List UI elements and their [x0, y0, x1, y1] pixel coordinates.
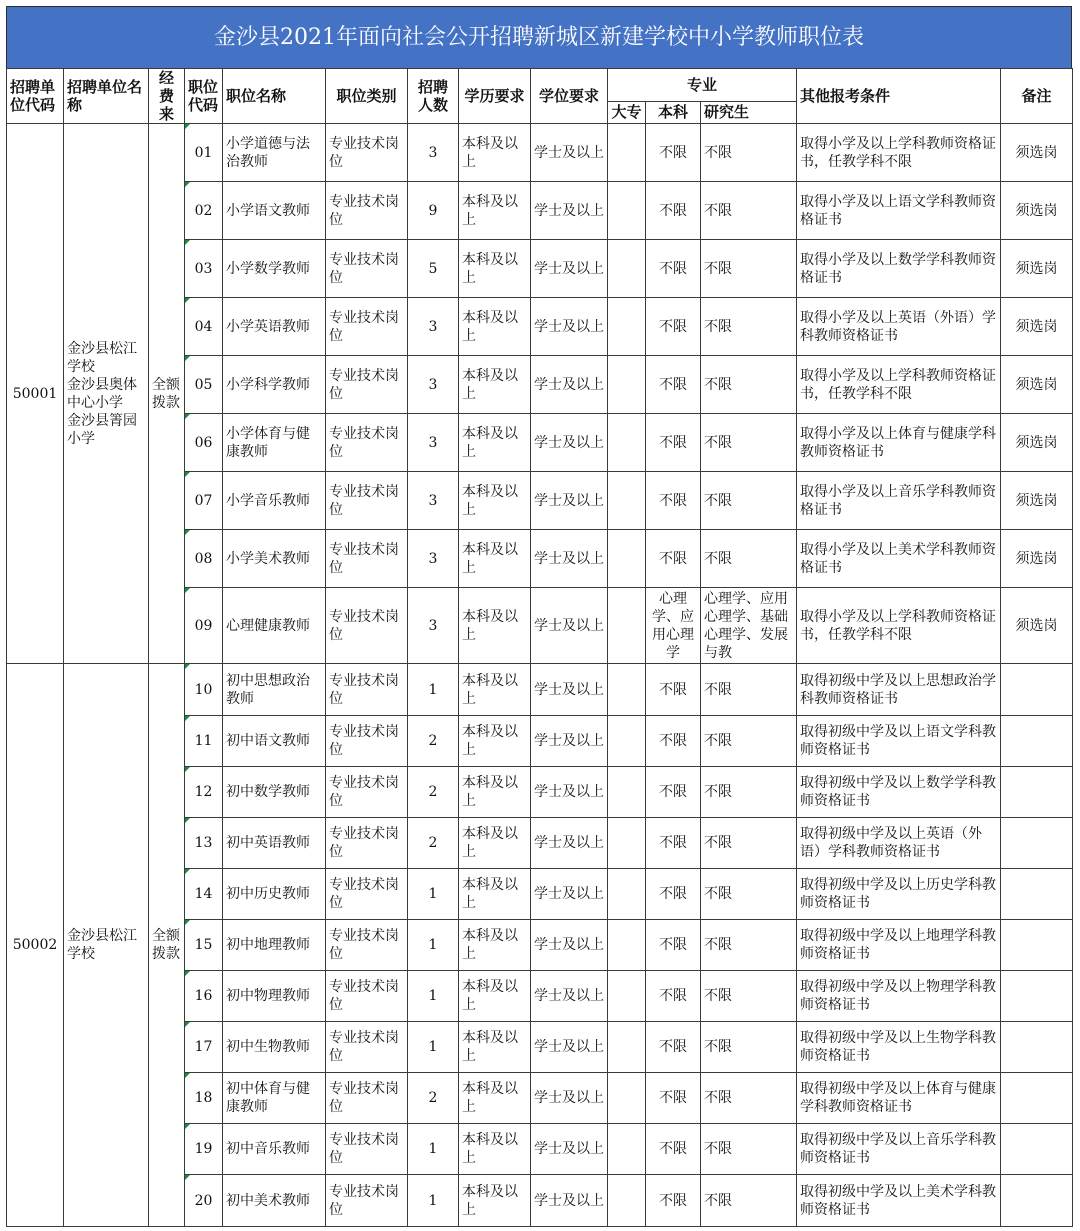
remark-cell: 须选岗	[1001, 588, 1073, 664]
job-name-cell: 小学体育与健康教师	[223, 414, 326, 472]
major-bachelor-cell: 不限	[646, 869, 701, 920]
header-remark: 备注	[1001, 69, 1073, 124]
major-college-cell	[608, 920, 646, 971]
major-graduate-cell: 不限	[701, 414, 797, 472]
major-college-cell	[608, 818, 646, 869]
major-graduate-cell: 不限	[701, 818, 797, 869]
major-bachelor-cell: 不限	[646, 818, 701, 869]
other-conditions-cell: 取得小学及以上学科教师资格证书，任教学科不限	[797, 356, 1001, 414]
major-bachelor-cell: 不限	[646, 298, 701, 356]
job-name-cell: 小学美术教师	[223, 530, 326, 588]
major-college-cell	[608, 1022, 646, 1073]
job-code-cell: 04	[185, 298, 223, 356]
remark-cell: 须选岗	[1001, 530, 1073, 588]
job-type-cell: 专业技术岗位	[326, 414, 408, 472]
count-cell: 1	[408, 1124, 459, 1175]
job-type-cell: 专业技术岗位	[326, 716, 408, 767]
table-body	[7, 124, 1073, 1227]
major-graduate-cell: 不限	[701, 472, 797, 530]
other-conditions-cell: 取得小学及以上数学学科教师资格证书	[797, 240, 1001, 298]
major-college-cell	[608, 664, 646, 716]
other-conditions-cell: 取得小学及以上音乐学科教师资格证书	[797, 472, 1001, 530]
other-conditions-cell: 取得初级中学及以上体育与健康学科教师资格证书	[797, 1073, 1001, 1124]
major-bachelor-cell: 不限	[646, 240, 701, 298]
job-code-cell: 06	[185, 414, 223, 472]
degree-cell: 学士及以上	[531, 530, 608, 588]
degree-cell: 学士及以上	[531, 240, 608, 298]
degree-cell: 学士及以上	[531, 1073, 608, 1124]
header-funding: 经费来	[149, 69, 185, 124]
remark-cell	[1001, 1175, 1073, 1227]
job-name-cell: 初中体育与健康教师	[223, 1073, 326, 1124]
count-cell: 2	[408, 716, 459, 767]
job-name-cell: 小学道德与法治教师	[223, 124, 326, 182]
job-type-cell: 专业技术岗位	[326, 818, 408, 869]
job-name-cell: 初中生物教师	[223, 1022, 326, 1073]
other-conditions-cell: 取得初级中学及以上语文学科教师资格证书	[797, 716, 1001, 767]
degree-cell: 学士及以上	[531, 767, 608, 818]
count-cell: 3	[408, 588, 459, 664]
education-cell: 本科及以上	[459, 182, 531, 240]
header-major-graduate: 研究生	[701, 101, 797, 123]
education-cell: 本科及以上	[459, 767, 531, 818]
remark-cell	[1001, 818, 1073, 869]
header-job-type: 职位类别	[326, 69, 408, 124]
major-college-cell	[608, 240, 646, 298]
major-graduate-cell: 不限	[701, 716, 797, 767]
job-code-cell: 10	[185, 664, 223, 716]
page-title: 金沙县2021年面向社会公开招聘新城区新建学校中小学教师职位表	[6, 6, 1072, 68]
job-code-cell: 07	[185, 472, 223, 530]
remark-cell	[1001, 1124, 1073, 1175]
education-cell: 本科及以上	[459, 869, 531, 920]
education-cell: 本科及以上	[459, 971, 531, 1022]
job-type-cell: 专业技术岗位	[326, 356, 408, 414]
funding-cell: 全额拨款	[149, 124, 185, 664]
other-conditions-cell: 取得初级中学及以上地理学科教师资格证书	[797, 920, 1001, 971]
other-conditions-cell: 取得初级中学及以上英语（外语）学科教师资格证书	[797, 818, 1001, 869]
count-cell: 3	[408, 472, 459, 530]
major-graduate-cell: 不限	[701, 767, 797, 818]
table-row	[7, 664, 1073, 716]
job-name-cell: 初中历史教师	[223, 869, 326, 920]
degree-cell: 学士及以上	[531, 588, 608, 664]
major-bachelor-cell: 不限	[646, 767, 701, 818]
job-name-cell: 初中思想政治教师	[223, 664, 326, 716]
count-cell: 3	[408, 414, 459, 472]
major-bachelor-cell: 不限	[646, 182, 701, 240]
header-major-bachelor: 本科	[646, 101, 701, 123]
major-graduate-cell: 不限	[701, 1175, 797, 1227]
other-conditions-cell: 取得小学及以上学科教师资格证书，任教学科不限	[797, 124, 1001, 182]
remark-cell: 须选岗	[1001, 124, 1073, 182]
degree-cell: 学士及以上	[531, 356, 608, 414]
major-college-cell	[608, 588, 646, 664]
major-graduate-cell: 不限	[701, 240, 797, 298]
education-cell: 本科及以上	[459, 1175, 531, 1227]
unit-name-cell: 金沙县松江学校	[64, 664, 149, 1227]
degree-cell: 学士及以上	[531, 971, 608, 1022]
education-cell: 本科及以上	[459, 356, 531, 414]
other-conditions-cell: 取得初级中学及以上思想政治学科教师资格证书	[797, 664, 1001, 716]
major-bachelor-cell: 不限	[646, 414, 701, 472]
unit-name-cell: 金沙县松江学校 金沙县奥体中心小学 金沙县箐园小学	[64, 124, 149, 664]
job-name-cell: 初中地理教师	[223, 920, 326, 971]
major-graduate-cell: 不限	[701, 298, 797, 356]
job-type-cell: 专业技术岗位	[326, 1073, 408, 1124]
job-code-cell: 09	[185, 588, 223, 664]
count-cell: 9	[408, 182, 459, 240]
major-graduate-cell: 不限	[701, 1022, 797, 1073]
job-table	[6, 68, 1073, 1227]
job-code-cell: 18	[185, 1073, 223, 1124]
count-cell: 3	[408, 356, 459, 414]
remark-cell	[1001, 1022, 1073, 1073]
job-type-cell: 专业技术岗位	[326, 472, 408, 530]
major-college-cell	[608, 182, 646, 240]
degree-cell: 学士及以上	[531, 1175, 608, 1227]
major-college-cell	[608, 1175, 646, 1227]
job-code-cell: 13	[185, 818, 223, 869]
job-type-cell: 专业技术岗位	[326, 664, 408, 716]
degree-cell: 学士及以上	[531, 1022, 608, 1073]
major-bachelor-cell: 不限	[646, 1124, 701, 1175]
job-code-cell: 16	[185, 971, 223, 1022]
job-type-cell: 专业技术岗位	[326, 920, 408, 971]
major-bachelor-cell: 不限	[646, 124, 701, 182]
count-cell: 1	[408, 1175, 459, 1227]
other-conditions-cell: 取得初级中学及以上音乐学科教师资格证书	[797, 1124, 1001, 1175]
job-table-container	[6, 6, 1072, 1227]
education-cell: 本科及以上	[459, 716, 531, 767]
job-type-cell: 专业技术岗位	[326, 971, 408, 1022]
job-code-cell: 01	[185, 124, 223, 182]
job-code-cell: 14	[185, 869, 223, 920]
header-job-code: 职位代码	[185, 69, 223, 124]
degree-cell: 学士及以上	[531, 716, 608, 767]
job-code-cell: 03	[185, 240, 223, 298]
major-bachelor-cell: 不限	[646, 530, 701, 588]
major-college-cell	[608, 472, 646, 530]
job-code-cell: 12	[185, 767, 223, 818]
job-type-cell: 专业技术岗位	[326, 298, 408, 356]
major-bachelor-cell: 不限	[646, 716, 701, 767]
job-name-cell: 小学数学教师	[223, 240, 326, 298]
major-college-cell	[608, 767, 646, 818]
major-college-cell	[608, 124, 646, 182]
major-bachelor-cell: 不限	[646, 1022, 701, 1073]
degree-cell: 学士及以上	[531, 298, 608, 356]
job-type-cell: 专业技术岗位	[326, 240, 408, 298]
count-cell: 1	[408, 920, 459, 971]
count-cell: 1	[408, 869, 459, 920]
job-name-cell: 小学音乐教师	[223, 472, 326, 530]
education-cell: 本科及以上	[459, 414, 531, 472]
job-type-cell: 专业技术岗位	[326, 530, 408, 588]
job-type-cell: 专业技术岗位	[326, 869, 408, 920]
other-conditions-cell: 取得初级中学及以上历史学科教师资格证书	[797, 869, 1001, 920]
major-bachelor-cell: 不限	[646, 920, 701, 971]
major-college-cell	[608, 1073, 646, 1124]
job-code-cell: 19	[185, 1124, 223, 1175]
job-name-cell: 初中音乐教师	[223, 1124, 326, 1175]
major-graduate-cell: 不限	[701, 869, 797, 920]
other-conditions-cell: 取得初级中学及以上物理学科教师资格证书	[797, 971, 1001, 1022]
count-cell: 2	[408, 1073, 459, 1124]
job-code-cell: 11	[185, 716, 223, 767]
remark-cell	[1001, 716, 1073, 767]
remark-cell: 须选岗	[1001, 182, 1073, 240]
other-conditions-cell: 取得初级中学及以上数学学科教师资格证书	[797, 767, 1001, 818]
job-name-cell: 初中语文教师	[223, 716, 326, 767]
education-cell: 本科及以上	[459, 472, 531, 530]
degree-cell: 学士及以上	[531, 818, 608, 869]
count-cell: 3	[408, 530, 459, 588]
education-cell: 本科及以上	[459, 124, 531, 182]
major-college-cell	[608, 1124, 646, 1175]
education-cell: 本科及以上	[459, 818, 531, 869]
header-job-name: 职位名称	[223, 69, 326, 124]
remark-cell	[1001, 920, 1073, 971]
table-header	[7, 69, 1073, 124]
education-cell: 本科及以上	[459, 240, 531, 298]
job-code-cell: 08	[185, 530, 223, 588]
header-count: 招聘人数	[408, 69, 459, 124]
job-name-cell: 初中美术教师	[223, 1175, 326, 1227]
education-cell: 本科及以上	[459, 588, 531, 664]
remark-cell: 须选岗	[1001, 240, 1073, 298]
education-cell: 本科及以上	[459, 920, 531, 971]
major-bachelor-cell: 心理学、应用心理学	[646, 588, 701, 664]
major-bachelor-cell: 不限	[646, 472, 701, 530]
job-type-cell: 专业技术岗位	[326, 1022, 408, 1073]
job-type-cell: 专业技术岗位	[326, 1124, 408, 1175]
job-name-cell: 小学英语教师	[223, 298, 326, 356]
major-college-cell	[608, 869, 646, 920]
education-cell: 本科及以上	[459, 1073, 531, 1124]
job-type-cell: 专业技术岗位	[326, 1175, 408, 1227]
job-code-cell: 02	[185, 182, 223, 240]
job-type-cell: 专业技术岗位	[326, 182, 408, 240]
degree-cell: 学士及以上	[531, 664, 608, 716]
count-cell: 3	[408, 124, 459, 182]
header-unit-name: 招聘单位名称	[64, 69, 149, 124]
count-cell: 2	[408, 767, 459, 818]
education-cell: 本科及以上	[459, 664, 531, 716]
major-college-cell	[608, 356, 646, 414]
remark-cell	[1001, 664, 1073, 716]
degree-cell: 学士及以上	[531, 472, 608, 530]
remark-cell: 须选岗	[1001, 356, 1073, 414]
education-cell: 本科及以上	[459, 530, 531, 588]
remark-cell	[1001, 869, 1073, 920]
major-college-cell	[608, 971, 646, 1022]
job-type-cell: 专业技术岗位	[326, 124, 408, 182]
count-cell: 2	[408, 818, 459, 869]
job-name-cell: 小学语文教师	[223, 182, 326, 240]
header-unit-code: 招聘单位代码	[7, 69, 64, 124]
table-row	[7, 124, 1073, 182]
major-graduate-cell: 不限	[701, 356, 797, 414]
major-graduate-cell: 不限	[701, 971, 797, 1022]
header-degree: 学位要求	[531, 69, 608, 124]
count-cell: 3	[408, 298, 459, 356]
major-college-cell	[608, 414, 646, 472]
major-bachelor-cell: 不限	[646, 1175, 701, 1227]
job-code-cell: 17	[185, 1022, 223, 1073]
major-college-cell	[608, 530, 646, 588]
major-graduate-cell: 不限	[701, 124, 797, 182]
job-code-cell: 15	[185, 920, 223, 971]
degree-cell: 学士及以上	[531, 414, 608, 472]
job-name-cell: 初中英语教师	[223, 818, 326, 869]
unit-code-cell: 50001	[7, 124, 64, 664]
degree-cell: 学士及以上	[531, 920, 608, 971]
major-graduate-cell: 不限	[701, 1073, 797, 1124]
count-cell: 1	[408, 1022, 459, 1073]
remark-cell: 须选岗	[1001, 414, 1073, 472]
other-conditions-cell: 取得小学及以上美术学科教师资格证书	[797, 530, 1001, 588]
other-conditions-cell: 取得小学及以上英语（外语）学科教师资格证书	[797, 298, 1001, 356]
funding-cell: 全额拨款	[149, 664, 185, 1227]
major-college-cell	[608, 716, 646, 767]
job-name-cell: 初中物理教师	[223, 971, 326, 1022]
other-conditions-cell: 取得小学及以上体育与健康学科教师资格证书	[797, 414, 1001, 472]
job-code-cell: 05	[185, 356, 223, 414]
header-major-college: 大专	[608, 101, 646, 123]
remark-cell	[1001, 971, 1073, 1022]
count-cell: 1	[408, 971, 459, 1022]
major-graduate-cell: 不限	[701, 1124, 797, 1175]
count-cell: 1	[408, 664, 459, 716]
job-type-cell: 专业技术岗位	[326, 767, 408, 818]
major-bachelor-cell: 不限	[646, 664, 701, 716]
other-conditions-cell: 取得初级中学及以上生物学科教师资格证书	[797, 1022, 1001, 1073]
major-bachelor-cell: 不限	[646, 1073, 701, 1124]
major-graduate-cell: 不限	[701, 182, 797, 240]
major-bachelor-cell: 不限	[646, 971, 701, 1022]
header-major: 专业	[608, 69, 797, 102]
major-college-cell	[608, 298, 646, 356]
remark-cell	[1001, 767, 1073, 818]
job-name-cell: 初中数学教师	[223, 767, 326, 818]
job-name-cell: 心理健康教师	[223, 588, 326, 664]
other-conditions-cell: 取得小学及以上学科教师资格证书，任教学科不限	[797, 588, 1001, 664]
major-bachelor-cell: 不限	[646, 356, 701, 414]
remark-cell	[1001, 1073, 1073, 1124]
degree-cell: 学士及以上	[531, 182, 608, 240]
education-cell: 本科及以上	[459, 1124, 531, 1175]
other-conditions-cell: 取得初级中学及以上美术学科教师资格证书	[797, 1175, 1001, 1227]
other-conditions-cell: 取得小学及以上语文学科教师资格证书	[797, 182, 1001, 240]
major-graduate-cell: 不限	[701, 530, 797, 588]
job-name-cell: 小学科学教师	[223, 356, 326, 414]
count-cell: 5	[408, 240, 459, 298]
remark-cell: 须选岗	[1001, 298, 1073, 356]
unit-code-cell: 50002	[7, 664, 64, 1227]
major-graduate-cell: 不限	[701, 920, 797, 971]
degree-cell: 学士及以上	[531, 1124, 608, 1175]
degree-cell: 学士及以上	[531, 869, 608, 920]
education-cell: 本科及以上	[459, 298, 531, 356]
degree-cell: 学士及以上	[531, 124, 608, 182]
job-code-cell: 20	[185, 1175, 223, 1227]
header-other: 其他报考条件	[797, 69, 1001, 124]
education-cell: 本科及以上	[459, 1022, 531, 1073]
remark-cell: 须选岗	[1001, 472, 1073, 530]
major-graduate-cell: 心理学、应用心理学、基础心理学、发展与教	[701, 588, 797, 664]
major-graduate-cell: 不限	[701, 664, 797, 716]
header-education: 学历要求	[459, 69, 531, 124]
job-type-cell: 专业技术岗位	[326, 588, 408, 664]
